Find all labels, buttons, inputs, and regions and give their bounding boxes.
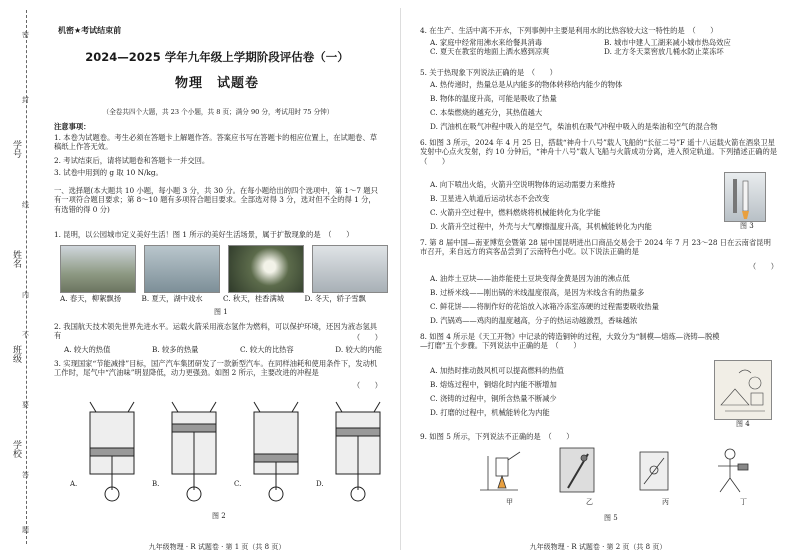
page-divider — [400, 8, 401, 550]
left-page-footer: 九年级物理 · R 试题卷 · 第 1 页（共 8 页） — [148, 543, 286, 552]
notice-3: 3. 试卷中用到的 g 取 10 N/kg。 — [54, 168, 163, 177]
question-1-stem: 1. 昆明，以公园城市定义美好生活！图 1 所示的美好生活场景，属于扩散现象的是 （ ） — [54, 230, 354, 239]
strip-label-student-id: 学号 — [11, 140, 21, 158]
figure-5-label-jia: 甲 — [506, 498, 513, 506]
binding-strip — [0, 0, 40, 558]
summer-lake-photo — [144, 245, 220, 293]
question-7-option-b: B. 过桥米线——刚出锅的米线温度很高，是因为米线含有的热量多 — [430, 288, 645, 297]
question-7-option-a: A. 油炸土豆块——油炸能使土豆块变得金黄是因为油的沸点低 — [430, 274, 630, 283]
question-4-option-b: B. 城市中建人工湖来减小城市热岛效应 — [604, 38, 731, 47]
subject-title: 物理 试题卷 — [174, 76, 259, 91]
seal-char: 要 — [22, 401, 29, 409]
figure-5-label-ding: 丁 — [740, 498, 747, 506]
figure-2-label: 图 2 — [212, 512, 226, 520]
seal-char: 封 — [22, 96, 29, 104]
question-6-option-a: A. 向下喷出火焰，火箭升空说明物体的运动需要力来维持 — [430, 180, 616, 189]
bell-casting-illustration — [714, 360, 772, 420]
question-7-stem: 7. 第 8 届中国—南亚博览会暨第 28 届中国昆明进出口商品交易会于 2024 年 7 月 23～28 日在云南省昆明市召开，来自远方的宾客品尝到了云南特色小吃。以下说法正确的是 — [420, 238, 771, 257]
figure-5-label-yi: 乙 — [586, 498, 593, 506]
right-page — [410, 0, 786, 558]
question-9-stem: 9. 如图 5 所示，下列说法不正确的是 （ ） — [420, 432, 574, 441]
question-1-option-d: D. 冬天，轿子雪飘 — [304, 294, 366, 303]
question-8-option-c: C. 浇铸的过程中，铜所含热量不断减少 — [430, 394, 557, 403]
figure-5-sketches — [470, 444, 770, 496]
question-2-option-a: A. 较大的热值 — [64, 345, 111, 354]
seal-char: 题 — [22, 526, 29, 534]
figure-5-label: 图 5 — [604, 514, 618, 522]
question-5-option-d: D. 汽油机在吸气冲程中吸入的是空气，柴油机在吸气冲程中吸入的是柴油和空气的混合物 — [430, 122, 718, 131]
question-8-option-b: B. 熔炼过程中，铜熔化时内能不断增加 — [430, 380, 557, 389]
question-7-option-c: C. 鲜花饼——将制作好的花馅放入冰箱冷冻室冻硬的过程需要吸收热量 — [430, 302, 659, 311]
question-8-stem: 8. 如图 4 所示是《天工开物》中记录的铸造铜钟的过程，大致分为“制模—熔炼—浇铸—脱模—打磨”五个步骤。下列说法中正确的是 （ ） — [420, 332, 720, 351]
question-2-option-c: C. 较大的比热容 — [239, 345, 294, 354]
question-4-option-c: C. 夏天在教室的地面上洒水感到凉爽 — [430, 47, 550, 57]
spring-willow-photo — [60, 245, 136, 293]
question-4-stem: 4. 在生产、生活中离不开水，下列事例中主要是利用水的比热容较大这一特性的是 （ ） — [420, 26, 718, 35]
exam-title: 2024—2025 学年九年级上学期阶段评估卷（一） — [85, 50, 349, 64]
right-page-footer: 九年级物理 · R 试题卷 · 第 2 页（共 8 页） — [529, 543, 667, 552]
question-2-stem: 2. 我国航天技术领先世界先进水平。运载火箭采用液态氢作为燃料，可以保护环境，还因为液态氢具有 — [54, 322, 378, 341]
question-4-option-d: D. 北方冬天菜窖放几桶水防止菜冻坏 — [604, 47, 724, 57]
seal-char: 答 — [22, 471, 29, 479]
figure-4-label: 图 4 — [736, 420, 750, 428]
question-6-option-b: B. 卫星进入轨道后运动状态不会改变 — [430, 194, 550, 203]
notice-2: 2. 考试结束后，请将试题卷和答题卡一并交回。 — [54, 156, 210, 165]
question-3-option-b: B. — [152, 480, 160, 488]
strip-label-name: 姓名 — [11, 250, 21, 268]
notice-heading: 注意事项： — [54, 122, 91, 131]
question-5-option-a: A. 热传递时，热量总是从内能多的物体转移给内能少的物体 — [430, 80, 623, 89]
question-2-option-b: B. 较多的热量 — [151, 345, 199, 354]
question-5-option-c: C. 本柴燃烧的越充分，其热值越大 — [430, 108, 543, 117]
question-8-option-a: A. 加热时推动鼓风机可以提高燃料的热值 — [430, 366, 564, 375]
figure-3-label: 图 3 — [740, 222, 754, 230]
question-3-option-a: A. — [70, 480, 78, 488]
question-5-option-b: B. 物体的温度升高，可能是吸收了热量 — [430, 94, 557, 103]
question-6-option-c: C. 火箭升空过程中，燃料燃烧将机械能转化为化学能 — [430, 208, 601, 217]
question-6-option-d: D. 火箭升空过程中，外壳与大气摩擦温度升高，其机械能转化为内能 — [430, 222, 652, 231]
question-3-option-d: D. — [316, 480, 324, 488]
autumn-osmanthus-photo — [228, 245, 304, 293]
question-1-option-a: A. 春天，柳絮飘扬 — [60, 294, 121, 303]
question-7-option-d: D. 汽锅鸡——鸡肉的温度越高，分子的热运动越激烈，香味越浓 — [430, 316, 638, 325]
question-1-option-b: B. 夏天，湖中戏水 — [141, 294, 203, 303]
question-2-paren: （ ） — [352, 333, 382, 342]
seal-char: 线 — [22, 201, 29, 209]
seal-line — [26, 10, 27, 544]
secret-mark: 机密★考试结束前 — [58, 26, 122, 35]
question-3-option-c: C. — [234, 480, 242, 488]
section-one-instructions: 一、选择题(本大题共 10 小题，每小题 3 分，共 30 分。在每小题给出的四个选项中，第 1～7 题只有一项符合题目要求；第 8～10 题有多项符合题目要求。全部选对得 3 分，选对但不全的得 1 分，有选错的得 0 分) — [54, 186, 378, 214]
question-4-option-a: A. 家庭中经常用沸水来给餐具消毒 — [430, 38, 543, 47]
question-1-option-c: C. 秋天，桂香满城 — [223, 294, 285, 303]
seal-char: 密 — [22, 31, 29, 39]
strip-label-school: 学校 — [11, 440, 21, 458]
question-3-paren: （ ） — [352, 381, 382, 390]
strip-label-class: 班级 — [11, 345, 21, 363]
notice-1: 1. 本卷为试题卷。考生必须在答题卡上解题作答。答案应书写在答题卡的相应位置上，在试题卷、草稿纸上作答无效。 — [54, 133, 378, 152]
figure-5-label-bing: 丙 — [662, 498, 669, 506]
question-5-stem: 5. 关于热现象下列说法正确的是 （ ） — [420, 68, 557, 77]
rocket-launch-photo — [724, 172, 766, 222]
winter-snow-photo — [312, 245, 388, 293]
seal-char: 不 — [22, 331, 29, 339]
left-page — [44, 0, 390, 558]
seal-char: 内 — [22, 291, 29, 299]
question-8-option-d: D. 打磨的过程中，机械能转化为内能 — [430, 408, 550, 417]
question-3-stem: 3. 实现国家“节能减排”目标，国产汽车集团研发了一款新型汽车。在同样油耗和使用条件下，发动机工作时，尾气中“汽油味”明显降低，动力更强劲。如图 2 所示，主要改进的冲程是 — [54, 359, 378, 378]
figure-1-label: 图 1 — [214, 308, 228, 316]
figure-2-engine-strokes — [58, 398, 388, 508]
exam-intro: （全卷共四个大题，共 23 个小题，共 8 页；满分 90 分，考试用时 75 分钟） — [102, 108, 334, 116]
question-6-stem: 6. 如图 3 所示，2024 年 4 月 25 日，搭载“神舟十八号”载人飞船的“长征二号”F 遥十八运载火箭在酒泉卫星发射中心点火发射，约 10 分钟后，“神舟十八号”载人飞船与火箭成功分离，进入预定轨道。下列描述正确的是 （ ） — [420, 138, 785, 166]
question-7-paren: （ ） — [748, 262, 778, 271]
question-2-option-d: D. 较大的内能 — [335, 345, 382, 354]
